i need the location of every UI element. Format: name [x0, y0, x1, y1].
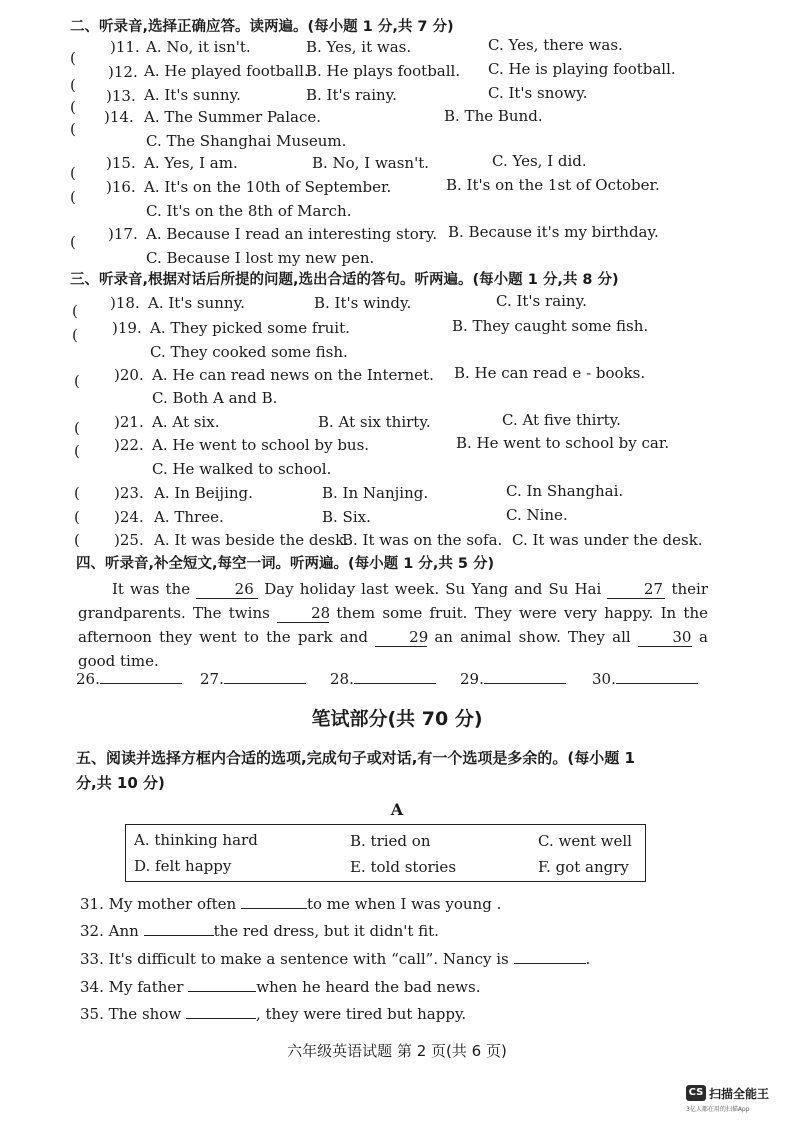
- answer-paren[interactable]: (: [70, 188, 76, 206]
- option-c: C. He walked to school.: [152, 460, 332, 478]
- option-b: B. Yes, it was.: [306, 38, 412, 56]
- question-number: )21.: [114, 413, 144, 431]
- question-number: )13.: [106, 87, 136, 105]
- question-31: 31. My mother often to me when I was young .: [80, 890, 501, 914]
- question-number: )17.: [108, 225, 138, 243]
- option-a: A. He can read news on the Internet.: [152, 366, 434, 384]
- question-number: )24.: [114, 508, 144, 526]
- option-c: C. It's on the 8th of March.: [146, 202, 352, 220]
- option-b: B. The Bund.: [444, 107, 543, 125]
- option-b: B. It's windy.: [314, 294, 412, 312]
- option-c: C. It was under the desk.: [512, 531, 703, 549]
- answer-paren[interactable]: (: [70, 164, 76, 182]
- answer-paren[interactable]: (: [74, 442, 80, 460]
- option-b: B. Six.: [322, 508, 371, 526]
- answer-line[interactable]: [616, 667, 698, 684]
- answer-paren[interactable]: (: [70, 120, 76, 138]
- option-a: A. It's sunny.: [148, 294, 245, 312]
- option-b: B. It was on the sofa.: [342, 531, 503, 549]
- answer-paren[interactable]: (: [70, 98, 76, 116]
- option-c: C. Nine.: [506, 506, 568, 524]
- answer-paren[interactable]: (: [70, 233, 76, 251]
- question-number: )16.: [106, 178, 136, 196]
- blank-35[interactable]: [186, 1000, 256, 1019]
- blank-33[interactable]: [514, 945, 586, 964]
- answer-line[interactable]: [224, 667, 306, 684]
- box-option-f: F. got angry: [538, 858, 629, 876]
- option-c: C. At five thirty.: [502, 411, 621, 429]
- question-number: )18.: [110, 294, 140, 312]
- section-2-heading: 二、听录音,选择正确应答。读两遍。(每小题 1 分,共 7 分): [70, 19, 454, 35]
- question-32: 32. Ann the red dress, but it didn't fit.: [80, 917, 439, 941]
- blank-30[interactable]: 30: [638, 628, 692, 647]
- written-part-title: 笔试部分(共 70 分): [311, 708, 483, 730]
- option-c: C. It's snowy.: [488, 84, 588, 102]
- answer-26: 26.: [76, 667, 182, 688]
- question-35: 35. The show , they were tired but happy.: [80, 1000, 466, 1024]
- option-b: B. He can read e - books.: [454, 364, 646, 382]
- question-number: )11.: [110, 38, 140, 56]
- box-option-a: A. thinking hard: [134, 831, 258, 849]
- blank-27[interactable]: 27: [607, 580, 665, 599]
- option-c: C. He is playing football.: [488, 60, 676, 78]
- scanner-tagline: 3亿人都在用的扫描App: [686, 1105, 750, 1113]
- option-b: B. He went to school by car.: [456, 434, 670, 452]
- section-3-heading: 三、听录音,根据对话后所提的问题,选出合适的答句。听两遍。(每小题 1 分,共 8 分): [70, 272, 619, 288]
- page-footer: 六年级英语试题 第 2 页(共 6 页): [287, 1042, 507, 1060]
- cs-logo-icon: CS: [686, 1085, 706, 1101]
- question-33: 33. It's difficult to make a sentence with “call”. Nancy is .: [80, 945, 590, 969]
- answer-paren[interactable]: (: [70, 76, 76, 94]
- blank-28[interactable]: 28: [277, 604, 329, 623]
- box-option-e: E. told stories: [350, 858, 457, 876]
- question-number: )19.: [112, 319, 142, 337]
- option-b: B. At six thirty.: [318, 413, 431, 431]
- option-c: C. The Shanghai Museum.: [146, 132, 347, 150]
- option-a: A. It's on the 10th of September.: [144, 178, 392, 196]
- option-a: A. He went to school by bus.: [152, 436, 370, 454]
- option-a: A. In Beijing.: [154, 484, 253, 502]
- blank-31[interactable]: [241, 890, 307, 909]
- section-5-heading: 五、阅读并选择方框内合适的选项,完成句子或对话,有一个选项是多余的。(每小题 1: [76, 749, 635, 767]
- answer-30: 30.: [592, 667, 698, 688]
- blank-32[interactable]: [144, 917, 214, 936]
- section-5-heading-cont: 分,共 10 分): [76, 774, 165, 792]
- option-b: B. He plays football.: [306, 62, 461, 80]
- option-c: C. Yes, I did.: [492, 152, 587, 170]
- option-a: A. At six.: [152, 413, 220, 431]
- cloze-passage: It was the 26 Day holiday last week. Su Yang and Su Hai 27 their grandparents. The twins 28 them some fruit. They were very happy. In the afternoon they went to the park and 29 an animal show. They all 30 a good time.: [78, 580, 708, 670]
- option-a: A. No, it isn't.: [146, 38, 251, 56]
- option-b: B. Because it's my birthday.: [448, 223, 659, 241]
- box-option-b: B. tried on: [350, 832, 431, 850]
- answer-paren[interactable]: (: [74, 419, 80, 437]
- answer-paren[interactable]: (: [72, 302, 78, 320]
- option-c: C. It's rainy.: [496, 292, 587, 310]
- blank-29[interactable]: 29: [375, 628, 427, 647]
- answer-paren[interactable]: (: [74, 372, 80, 390]
- options-box: [125, 824, 646, 882]
- option-c: C. In Shanghai.: [506, 482, 624, 500]
- answer-27: 27.: [200, 667, 306, 688]
- answer-paren[interactable]: (: [74, 508, 80, 526]
- option-c: C. Because I lost my new pen.: [146, 249, 375, 267]
- option-a: A. The Summer Palace.: [144, 108, 322, 126]
- question-number: )20.: [114, 366, 144, 384]
- part-label: A: [390, 800, 404, 819]
- option-b: B. In Nanjing.: [322, 484, 429, 502]
- option-b: B. It's rainy.: [306, 86, 397, 104]
- answer-paren[interactable]: (: [72, 326, 78, 344]
- option-a: A. They picked some fruit.: [150, 319, 350, 337]
- answer-paren[interactable]: (: [74, 531, 80, 549]
- option-c: C. They cooked some fish.: [150, 343, 348, 361]
- scanner-watermark: [686, 1083, 769, 1113]
- question-number: )25.: [114, 531, 144, 549]
- answer-line[interactable]: [100, 667, 182, 684]
- answer-line[interactable]: [354, 667, 436, 684]
- answer-29: 29.: [460, 667, 566, 688]
- question-34: 34. My father when he heard the bad news.: [80, 973, 481, 997]
- option-a: A. Because I read an interesting story.: [146, 225, 438, 243]
- option-a: A. It's sunny.: [144, 86, 241, 104]
- option-b: B. It's on the 1st of October.: [446, 176, 660, 194]
- box-option-c: C. went well: [538, 832, 632, 850]
- option-a: A. Three.: [154, 508, 224, 526]
- option-a: A. Yes, I am.: [144, 154, 238, 172]
- section-4-heading: 四、听录音,补全短文,每空一词。听两遍。(每小题 1 分,共 5 分): [76, 556, 495, 572]
- answer-paren[interactable]: (: [70, 49, 76, 67]
- box-option-d: D. felt happy: [134, 857, 232, 875]
- answer-paren[interactable]: (: [74, 484, 80, 502]
- question-number: )23.: [114, 484, 144, 502]
- question-number: )14.: [104, 108, 134, 126]
- option-b: B. No, I wasn't.: [312, 154, 430, 172]
- answer-line[interactable]: [484, 667, 566, 684]
- question-number: )22.: [114, 436, 144, 454]
- blank-26[interactable]: 26: [196, 580, 258, 599]
- option-a: A. He played football.: [144, 62, 309, 80]
- option-c: C. Yes, there was.: [488, 36, 623, 54]
- answer-28: 28.: [330, 667, 436, 688]
- blank-34[interactable]: [188, 973, 256, 992]
- question-number: )15.: [106, 154, 136, 172]
- question-number: )12.: [108, 63, 138, 81]
- option-b: B. They caught some fish.: [452, 317, 649, 335]
- option-c: C. Both A and B.: [152, 389, 278, 407]
- scanner-name: 扫描全能王: [709, 1086, 770, 1101]
- option-a: A. It was beside the desk.: [154, 531, 349, 549]
